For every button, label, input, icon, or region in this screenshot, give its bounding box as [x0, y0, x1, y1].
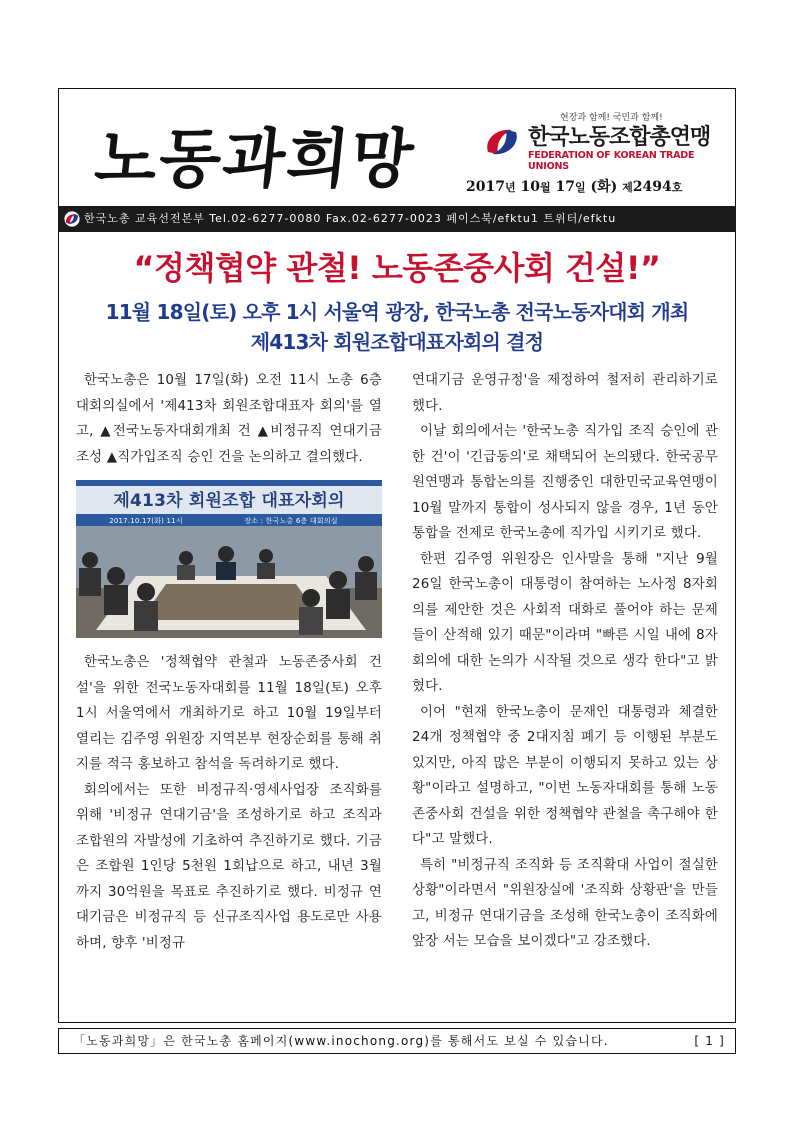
paragraph: 한편 김주영 위원장은 인사말을 통해 "지난 9월 26일 한국노총이 대통령이 참여하는 노사정 8자회의를 제안한 것은 사회적 대화로 풀어야 하는 문제들이 산적해 있기 때문"이라며 "빠른 시일 내에 8자회의에 대한 논의가 시작될 것으로 생각 한다"고 밝혔다.	[412, 551, 718, 694]
paragraph: 이날 회의에서는 '한국노총 직가입 조직 승인에 관한 건'이 '긴급동의'로 채택되어 논의됐다. 한국공무원연맹과 통합논의를 진행중인 대한민국교육연맹이 10월 말까지 통합이 성사되지 않을 경우, 1년 동안 통합을 전제로 한국노총에 직가입 시키기로 했다.	[412, 424, 718, 541]
footer-text: 「노동과희망」은 한국노총 홈페이지(www.inochong.org)를 통해서도 보실 수 있습니다.	[73, 1034, 609, 1048]
paragraph: 연대기금 운영규정'을 제정하여 철저히 관리하기로 했다.	[412, 373, 718, 414]
paragraph: 한국노총은 10월 17일(화) 오전 11시 노총 6층 대회의실에서 '제413차 회원조합대표자 회의'를 열고, ▲전국노동자대회개최 건 ▲비정규직 연대기금 조성 ▲직가입조직 승인 건을 논의하고 결의했다.	[76, 373, 382, 465]
paragraph: 특히 "비정규직 조직화 등 조직확대 사업이 절실한 상황"이라면서 "위원장실에 '조직화 상황판'을 만들고, 비정규 연대기금을 조성해 한국노총이 조직화에 앞장 서는 모습을 보이겠다"고 강조했다.	[412, 857, 718, 949]
article-left-column	[76, 368, 382, 956]
meeting-photo-illustration	[76, 480, 382, 638]
subheadline-1: 11월 18일(토) 오후 1시 서울역 광장, 한국노총 전국노동자대회 개최	[105, 300, 689, 324]
article-right-column	[412, 368, 718, 955]
photo-date-strip: 2017.10.17(화) 11시	[109, 517, 183, 525]
paragraph: 한국노총은 '정책협약 관철과 노동존중사회 건설'을 위한 전국노동자대회를 11월 18일(토) 오후 1시 서울역에서 개최하기로 하고 10월 19일부터 열리는 김주영 위원장 지역본부 현장순회를 통해 취지를 적극 홍보하고 참석을 독려하기로 했다.	[76, 655, 382, 772]
photo-place-strip: 장소 : 한국노총 6층 대회의실	[244, 517, 338, 525]
fktu-logo-icon	[64, 211, 80, 227]
federation-slogan: 현장과 함께! 국민과 함께!	[560, 113, 663, 123]
footer	[58, 1028, 736, 1054]
contact-text: 한국노총 교육선전본부 Tel.02-6277-0080 Fax.02-6277-0023 페이스북/efktu1 트위터/efktu	[84, 212, 617, 225]
issue-date: 2017년 10월 17일 (화) 제2494호	[466, 179, 683, 195]
federation-name: 한국노동조합총연맹	[528, 125, 711, 150]
newsletter-title: 노동과희망	[91, 122, 419, 197]
headline: “정책협약 관철! 노동존중사회 건설!”	[133, 249, 661, 287]
meeting-photo	[76, 480, 382, 638]
photo-banner-text: 제413차 회원조합 대표자회의	[113, 491, 345, 511]
page-number: [ 1 ]	[694, 1034, 725, 1048]
paragraph: 이어 "현재 한국노총이 문재인 대통령과 체결한 24개 정책협약 중 2대지침 폐기 등 이행된 부분도 있지만, 아직 많은 부분이 이행되지 못하고 있는 상황"이라고 설명하고, "이번 노동자대회를 통해 노동존중사회 건설을 위한 정책협약 관철을 촉구해야 한다"고 말했다.	[412, 704, 718, 847]
fktu-logo-icon	[482, 122, 522, 162]
contact-bar	[58, 206, 736, 232]
subheadline-2: 제413차 회원조합대표자회의 결정	[250, 330, 544, 354]
paragraph: 회의에서는 또한 비정규직·영세사업장 조직화를 위해 '비정규 연대기금'을 조성하기로 하고 조직과 조합원의 자발성에 기초하여 추진하기로 했다. 기금은 조합원 1인당 5천원 1회납으로 하고, 내년 3월까지 30억원을 목표로 추진하기로 했다. 비정규 연대기금은 비정규직 등 신규조직사업 용도로만 사용하며, 향후 '비정규	[76, 782, 382, 951]
masthead	[58, 88, 736, 206]
federation-english-name: FEDERATION OF KOREAN TRADE UNIONS	[528, 150, 695, 172]
